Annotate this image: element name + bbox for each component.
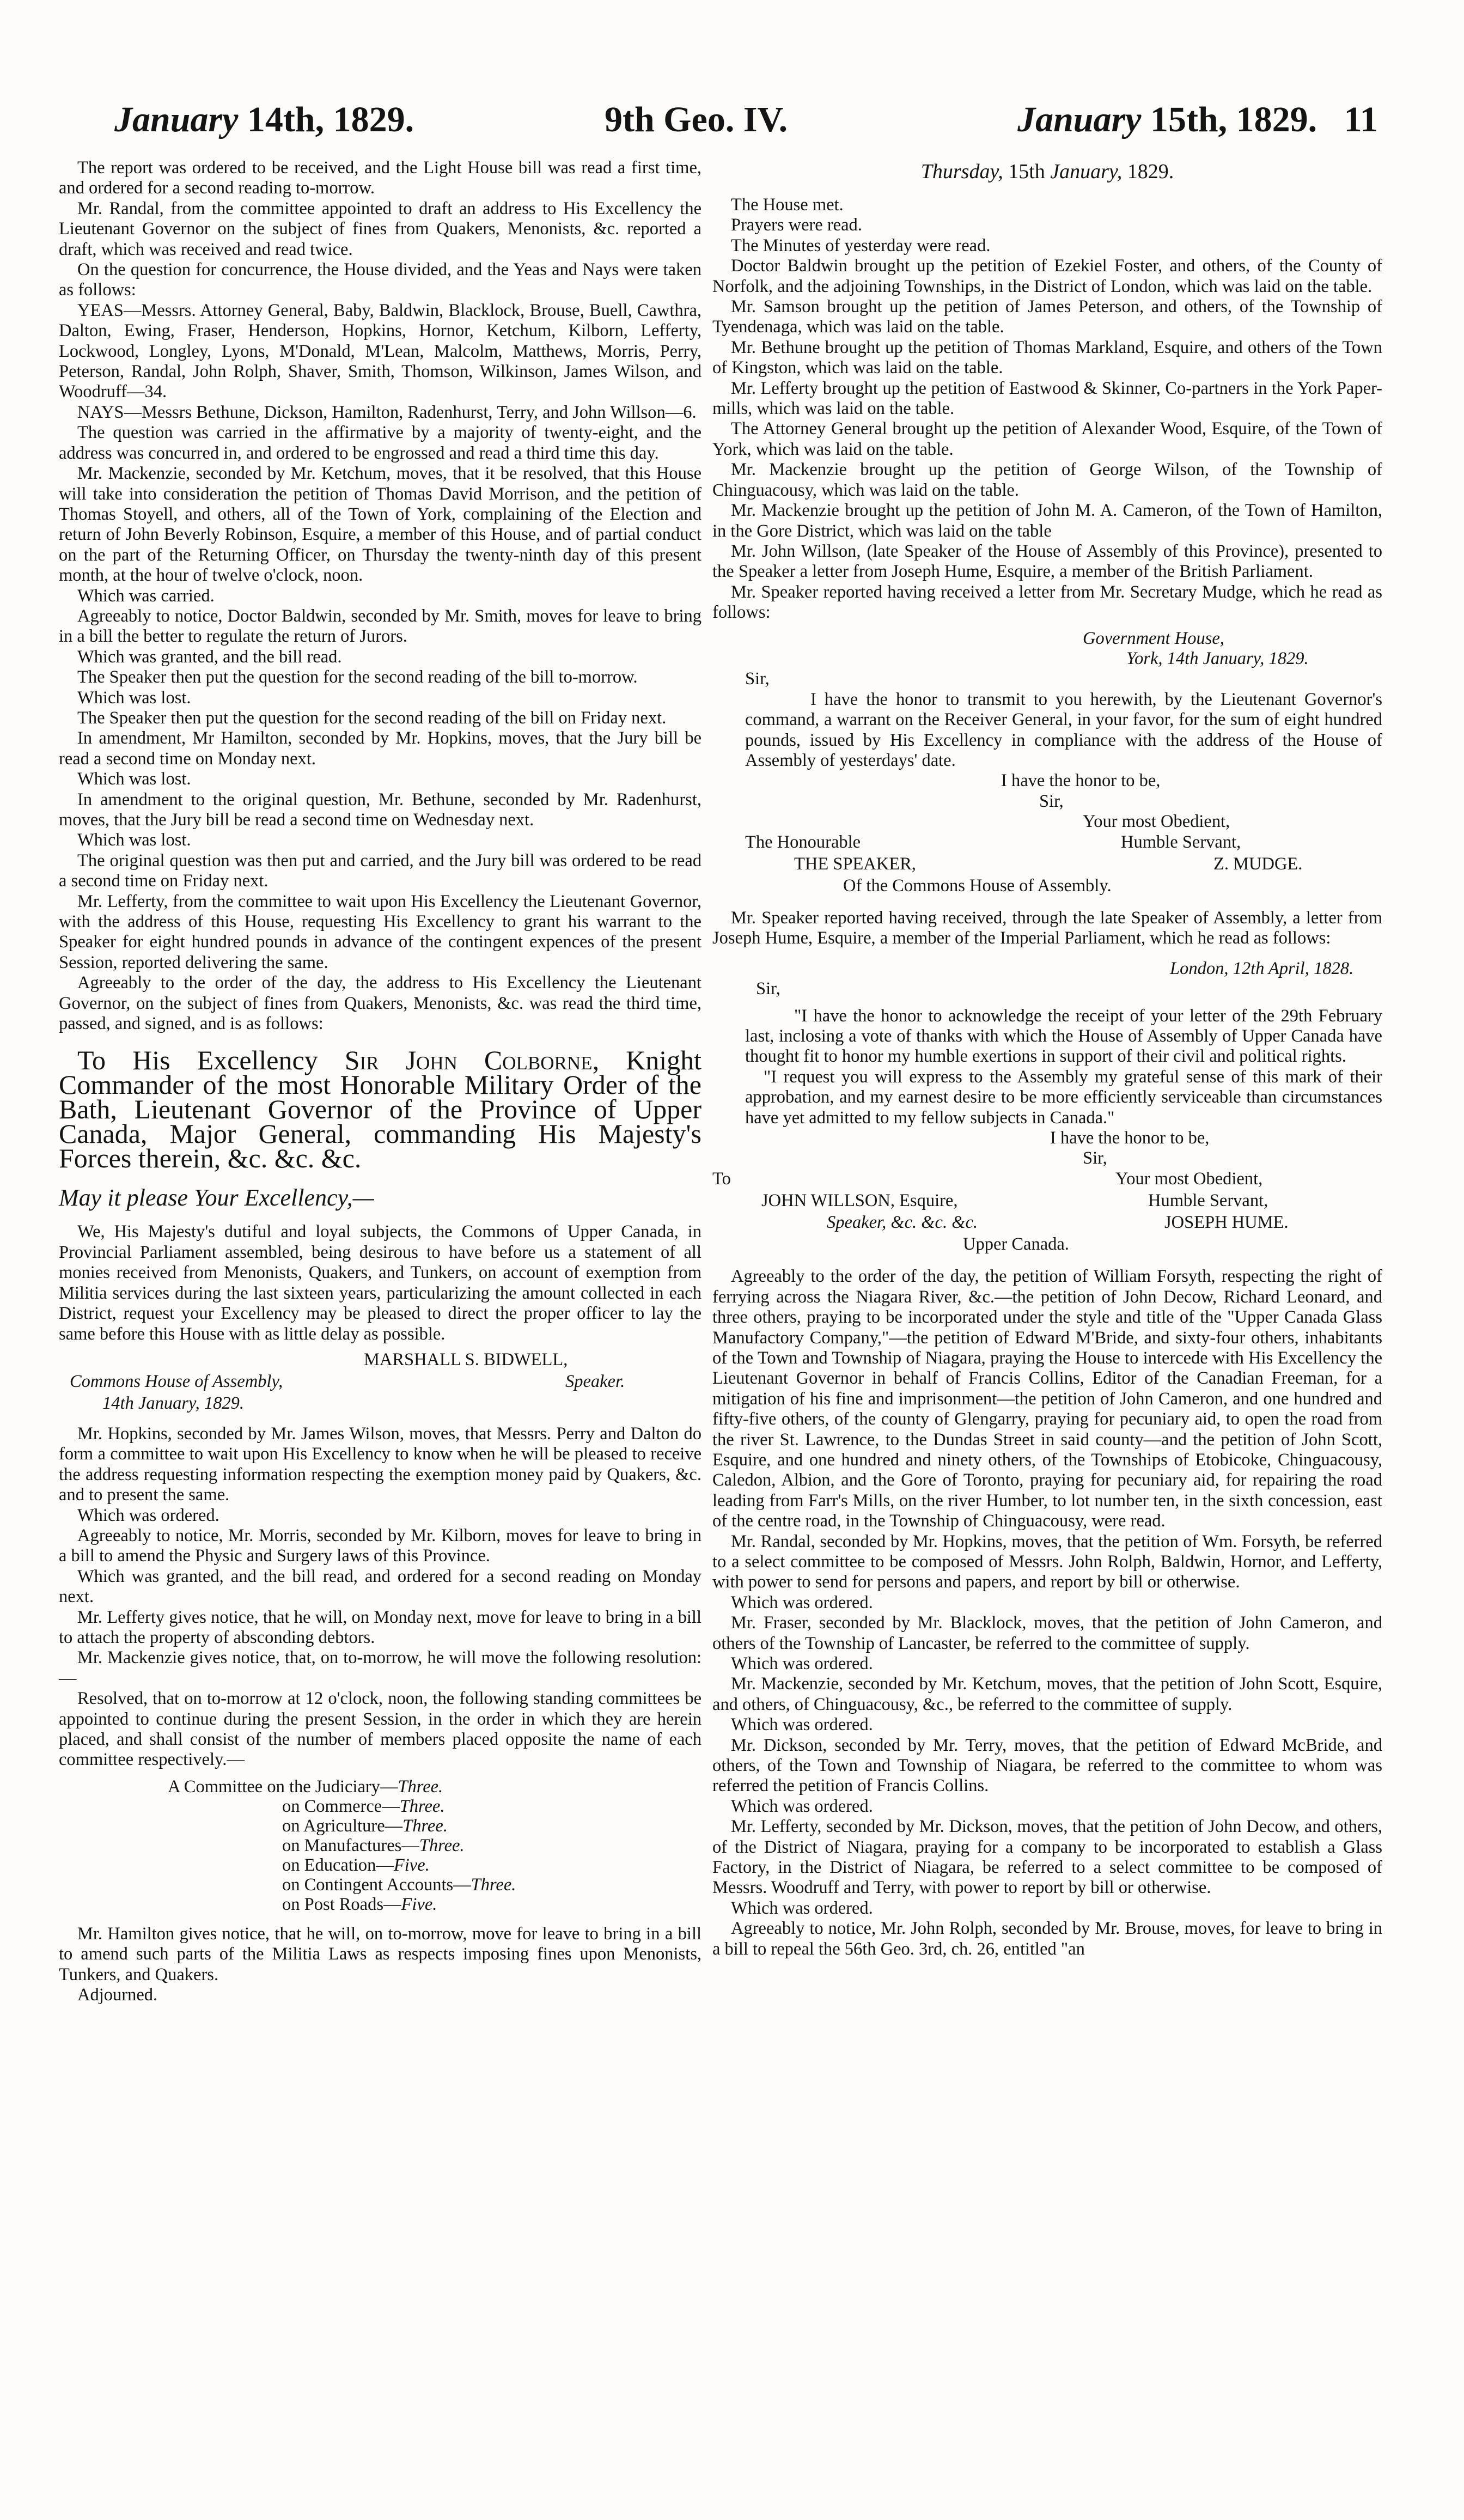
paragraph: Which was ordered. (731, 1898, 873, 1918)
paragraph: Which was granted, and the bill read, and ordered for a second reading on Monday next. (59, 1566, 701, 1607)
paragraph: Mr. Randal, from the committee appointed to draft an address to His Excellency the Lieutenant Governor on the subject of fines from Quakers, Menonists, &c. reported a draft, which was received and read twice. (59, 198, 701, 259)
committee-count: Five. (401, 1894, 437, 1914)
running-header (114, 98, 1378, 147)
letter-sig-row-2 (745, 854, 1382, 876)
letter-addressee: JOHN WILLSON, Esquire, (761, 1190, 958, 1210)
paragraph: Mr. Lefferty, seconded by Mr. Dickson, moves, that the petition of John Decow, and others, of the District of Niagara, praying for a company to be incorporated to establish a Glass Factory, in the District of Niagara, be referred to a select committee to be composed of Messrs. Woodruff and Terry, with power to report by bill or otherwise. (712, 1817, 1382, 1898)
header-left-date (114, 98, 414, 142)
signer-name: MARSHALL S. BIDWELL, (364, 1349, 568, 1369)
paragraph: Prayers were read. (731, 215, 862, 235)
paragraph: Agreeably to notice, Doctor Baldwin, seconded by Mr. Smith, moves for leave to bring in a bill the better to regulate the return of Jurors. (59, 606, 701, 647)
address-name: Sir John Colborne (344, 1045, 593, 1076)
letter-place: Government House, (1083, 628, 1224, 648)
header-right-rest: 15th, 1829. (1150, 100, 1317, 139)
paragraph: Which was lost. (77, 769, 191, 789)
paragraph: Which was ordered. (731, 1592, 873, 1612)
signature-row (59, 1350, 701, 1372)
paragraph: The House met. (731, 195, 844, 215)
paragraph: Mr. Hamilton gives notice, that he will, on to-morrow, move for leave to bring in a bill to amend such parts of the Militia Laws as respects imposing fines upon Menonists, Tunkers, and Quakers. (59, 1924, 701, 1985)
committee-name: on Manufactures— (282, 1835, 419, 1855)
day-number: 15th (1008, 160, 1045, 183)
header-right-date (1017, 98, 1378, 142)
header-right-month: January (1017, 100, 1142, 139)
paragraph: On the question for concurrence, the House divided, and the Yeas and Nays were taken as follows: (59, 260, 701, 300)
committee-item (168, 1797, 701, 1816)
paragraph: Mr. Randal, seconded by Mr. Hopkins, moves, that the petition of Wm. Forsyth, be referred to a select committee to be composed of Messrs. John Rolph, Baldwin, Hornor, and Lefferty, with power to send for persons and papers, and report by bill or otherwise. (712, 1531, 1382, 1592)
paragraph: Agreeably to the order of the day, the petition of William Forsyth, respecting the right of ferrying across the Niagara River, &c.—the petition of John Decow, Richard Leonard, and three others, praying to be incorporated under the style and title of the "Upper Canada Glass Manufactory Company,"—the petition of Edward M'Bride, and sixty-four others, inhabitants of the Town and Township of Niagara, praying the House to intercede with His Excellency the Lieutenant Governor in behalf of Francis Collins, Editor of the Canadian Freeman, for a mitigation of his fine and imprisonment—the petition of John Cameron, and one hundred and fifty-five others, of the county of Glengarry, praying for pecuniary aid, to open the road from the river St. Lawrence, to the Dundas Street in said county—and the petition of John Scott, Esquire, and one hundred and ninety others, of the Townships of Etobicoke, Chinguacousy, Caledon, Albion, and the Gore of Toronto, praying for pecuniary aid, for repairing the road leading from Farr's Mills, on the river Humber, to lot number ten, in the sixth concession, east of the centre road, in the Township of Chinguacousy, were read. (712, 1267, 1382, 1531)
paragraph: Doctor Baldwin brought up the petition of Ezekiel Foster, and others, of the County of Norfolk, and the adjoining Townships, in the District of London, which was laid on the table. (712, 256, 1382, 296)
committee-count: Three. (471, 1874, 516, 1895)
paragraph: Which was carried. (77, 586, 215, 606)
committee-count: Three. (419, 1835, 465, 1855)
committee-item (168, 1816, 701, 1836)
letter-sig-row-2 (745, 1191, 1382, 1213)
committee-name: on Agriculture— (282, 1816, 403, 1836)
header-regnal-year: 9th Geo. IV. (605, 100, 788, 139)
committee-count: Five. (393, 1855, 430, 1875)
day-heading (712, 158, 1382, 185)
paragraph: Which was ordered. (731, 1796, 873, 1816)
paragraph: Which was lost. (77, 830, 191, 850)
paragraph: Mr. Lefferty, from the committee to wait upon His Excellency the Lieutenant Governor, with the address of this House, requesting His Excellency to grant his warrant to the Speaker for eight hundred pounds in advance of the contingent expences of the present Session, reported delivering the same. (59, 891, 701, 972)
header-left-rest: 14th, 1829. (247, 100, 414, 139)
committee-count: Three. (398, 1776, 443, 1797)
paragraph: Agreeably to notice, Mr. Morris, seconded by Mr. Kilborn, moves for leave to bring in a bill to amend the Physic and Surgery laws of this Province. (59, 1525, 701, 1566)
letter-closing-obedient: Your most Obedient, (1115, 1168, 1263, 1189)
paragraph: Mr. Samson brought up the petition of James Peterson, and others, of the Township of Tyendenaga, which was laid on the table. (712, 297, 1382, 337)
letter-body: I have the honor to transmit to you herewith, by the Lieutenant Governor's command, a warrant on the Receiver General, in your favor, for the sum of eight hundred pounds, issued by His Excellency in compliance with the address of the House of Assembly of yesterdays' date. (745, 689, 1382, 770)
letter-closing: I have the honor to be, (1050, 1128, 1210, 1148)
committee-item (168, 1875, 701, 1895)
letter-servant: Humble Servant, (1121, 832, 1241, 852)
address-pre: To His Excellency (77, 1045, 318, 1076)
letter-servant: Humble Servant, (1148, 1190, 1268, 1210)
letter-signer: Z. MUDGE. (1213, 854, 1303, 874)
letter-closing-sir: Sir, (1083, 1148, 1107, 1168)
committee-item (168, 1895, 701, 1914)
letter-place: Upper Canada. (963, 1234, 1069, 1254)
letter-sig-row (745, 832, 1382, 854)
address-body: We, His Majesty's dutiful and loyal subjects, the Commons of Upper Canada, in Provincial Parliament assembled, being desirous to have before us a statement of all monies received from Menonists, Quakers, and Tunkers, on account of exemption from Militia services during the last sixteen years, particularizing the amount collected in each District, request your Excellency may be pleased to direct the proper officer to lay the same before this House with as little delay as possible. (59, 1222, 701, 1344)
paragraph: Which was lost. (77, 687, 191, 708)
letter-date: York, 14th January, 1829. (1126, 648, 1309, 668)
paragraph: The Attorney General brought up the petition of Alexander Wood, Esquire, of the Town of York, which was laid on the table. (712, 419, 1382, 459)
committee-item (168, 1855, 701, 1875)
letter-sig-row-3 (745, 1213, 1382, 1234)
yeas-list: YEAS—Messrs. Attorney General, Baby, Baldwin, Blacklock, Brouse, Buell, Cawthra, Dalton, Ewing, Fraser, Henderson, Hopkins, Hornor, Ketchum, Kilborn, Lefferty, Lockwood, Longley, Lyons, M'Donald, M'Lean, Malcolm, Matthews, Morris, Perry, Peterson, Randal, John Rolph, Shaver, Smith, Thomson, Wilkinson, James Wilson, and Woodruff—34. (59, 300, 701, 402)
paragraph: The report was ordered to be received, and the Light House bill was read a first time, and ordered for a second reading to-morrow. (59, 158, 701, 198)
letter-addressee: THE SPEAKER, (794, 854, 916, 874)
page-number: 11 (1344, 100, 1378, 139)
letter-to: The Honourable (745, 832, 861, 852)
letter-sig-row (712, 1168, 1382, 1191)
paragraph: Resolved, that on to-morrow at 12 o'clock, noon, the following standing committees be appointed to continue during the present Session, in the order in which they are herein placed, and shall consist of the number of members placed opposite the name of each committee respectively.— (59, 1689, 701, 1770)
paragraph: Agreeably to the order of the day, the address to His Excellency the Lieutenant Governor, on the subject of fines from Quakers, Menonists, &c. was read the third time, passed, and signed, and is as follows: (59, 973, 701, 1034)
salutation: May it please Your Excellency,— (59, 1184, 374, 1212)
paragraph: Which was granted, and the bill read. (77, 647, 342, 667)
committee-name: on Post Roads— (282, 1894, 401, 1914)
paragraph: The original question was then put and carried, and the Jury bill was ordered to be read a second time on Friday next. (59, 850, 701, 891)
letter-body: "I request you will express to the Assembly my grateful sense of this mark of their approbation, and my earnest desire to be more efficiently serviceable than circumstances have yet admitted to my fellow subjects in Canada." (745, 1067, 1382, 1128)
paragraph: In amendment to the original question, Mr. Bethune, seconded by Mr. Radenhurst, moves, that the Jury bill be read a second time on Wednesday next. (59, 789, 701, 830)
signature-row-2 (59, 1372, 701, 1393)
paragraph: The Speaker then put the question for the second reading of the bill on Friday next. (77, 708, 667, 728)
letter-salutation: Sir, (745, 669, 770, 689)
address-heading (59, 1045, 701, 1174)
letter-closing-obedient: Your most Obedient, (1083, 812, 1230, 832)
paragraph: Which was ordered. (77, 1505, 219, 1525)
place-line: Commons House of Assembly, (70, 1371, 283, 1391)
nays-list: NAYS—Messrs Bethune, Dickson, Hamilton, Radenhurst, Terry, and John Willson—6. (77, 402, 697, 422)
letter-addressee-line: Of the Commons House of Assembly. (843, 875, 1112, 896)
paragraph: Mr. Speaker reported having received, through the late Speaker of Assembly, a letter from Joseph Hume, Esquire, a member of the Imperial Parliament, which he read as follows: (712, 908, 1382, 948)
paragraph: Mr. Lefferty gives notice, that he will, on Monday next, move for leave to bring in a bill to attach the property of absconding debtors. (59, 1607, 701, 1647)
left-column (59, 158, 701, 2005)
paragraph: Mr. Bethune brought up the petition of Thomas Markland, Esquire, and others of the Town of Kingston, which was laid on the table. (712, 337, 1382, 378)
paragraph: The Minutes of yesterday were read. (731, 235, 991, 255)
signer-title: Speaker. (565, 1371, 625, 1391)
day-name: Thursday, (920, 160, 1003, 183)
paragraph: Mr. Hopkins, seconded by Mr. James Wilson, moves, that Messrs. Perry and Dalton do form a committee to wait upon His Excellency to know when he will be pleased to receive the address requesting information respecting the exemption money paid by Quakers, &c. and to present the same. (59, 1423, 701, 1505)
letter-closing-sir: Sir, (1039, 791, 1064, 811)
paragraph: Mr. Mackenzie brought up the petition of John M. A. Cameron, of the Town of Hamilton, in the Gore District, which was laid on the table (712, 501, 1382, 541)
day-year: 1829. (1127, 160, 1174, 183)
letter-signer: JOSEPH HUME. (1164, 1212, 1289, 1232)
signature-row-3 (59, 1393, 701, 1415)
paragraph: The Speaker then put the question for the second reading of the bill to-morrow. (77, 667, 638, 687)
place-date: 14th January, 1829. (102, 1393, 244, 1413)
paragraph: Mr. Dickson, seconded by Mr. Terry, moves, that the petition of Edward McBride, and others, of the Town and Township of Niagara, be referred to the committee to whom was referred the petition of Francis Collins. (712, 1735, 1382, 1796)
paragraph: Mr. John Willson, (late Speaker of the House of Assembly of this Province), presented to the Speaker a letter from Joseph Hume, Esquire, a member of the British Parliament. (712, 541, 1382, 582)
committee-count: Three. (402, 1816, 448, 1836)
paragraph: Mr. Speaker reported having received a letter from Mr. Secretary Mudge, which he read as follows: (712, 582, 1382, 623)
address-post: , Knight Commander of the most Honorable Military Order of the Bath, Lieutenant Governor of the Province of Upper Canada, Major General, commanding His Majesty's Forces therein, &c. &c. &c. (59, 1045, 701, 1174)
paragraph: The question was carried in the affirmative by a majority of twenty-eight, and the address was concurred in, and ordered to be engrossed and read a third time this day. (59, 423, 701, 463)
letter-date: London, 12th April, 1828. (1170, 958, 1354, 978)
committee-count: Three. (399, 1796, 445, 1816)
paragraph: Which was ordered. (731, 1654, 873, 1673)
paragraph: Mr. Mackenzie gives notice, that, on to-morrow, he will move the following resolution:— (59, 1648, 701, 1688)
right-column (712, 158, 1382, 1959)
committee-name: A Committee on the Judiciary— (168, 1776, 398, 1797)
day-month: January, (1050, 160, 1123, 183)
paragraph: Mr. Lefferty brought up the petition of Eastwood & Skinner, Co-partners in the York Paper-mills, which was laid on the table. (712, 378, 1382, 419)
paragraph: Mr. Mackenzie, seconded by Mr. Ketchum, moves, that the petition of John Scott, Esquire, and others, of Chinguacousy, &c., be referred to the committee of supply. (712, 1674, 1382, 1714)
paragraph: Which was ordered. (731, 1715, 873, 1735)
mudge-letter (745, 629, 1382, 896)
letter-salutation: Sir, (756, 979, 780, 999)
committee-name: on Contingent Accounts— (282, 1874, 471, 1895)
paragraph: Mr. Fraser, seconded by Mr. Blacklock, moves, that the petition of John Cameron, and others of the Township of Lancaster, be referred to the committee of supply. (712, 1613, 1382, 1653)
letter-body: "I have the honor to acknowledge the receipt of your letter of the 29th February last, inclosing a vote of thanks with which the House of Assembly of Upper Canada have thought fit to honor my humble exertions in support of their civil and political rights. (745, 1006, 1382, 1067)
letter-addressee-title: Speaker, &c. &c. &c. (827, 1212, 978, 1232)
paragraph: Mr. Mackenzie, seconded by Mr. Ketchum, moves, that it be resolved, that this House will take into consideration the petition of Thomas David Morrison, and the petition of Thomas Stoyell, and others, all of the Town of York, complaining of the Election and return of John Beverly Robinson, Esquire, a member of this House, and of partial conduct on the part of the Returning Officer, on Thursday the twenty-ninth day of this present month, at the hour of twelve o'clock, noon. (59, 464, 701, 586)
paragraph: In amendment, Mr Hamilton, seconded by Mr. Hopkins, moves, that the Jury bill be read a second time on Monday next. (59, 728, 701, 769)
committee-list (168, 1777, 701, 1914)
letter-closing: I have the honor to be, (1001, 771, 1161, 791)
letter-to: To (712, 1168, 731, 1189)
header-left-month: January (114, 100, 239, 139)
paragraph: Mr. Mackenzie brought up the petition of George Wilson, of the Township of Chinguacousy, which was laid on the table. (712, 460, 1382, 500)
paragraph: Agreeably to notice, Mr. John Rolph, seconded by Mr. Brouse, moves, for leave to bring in a bill to repeal the 56th Geo. 3rd, ch. 26, entitled "an (712, 1919, 1382, 1959)
adjourned-line: Adjourned. (77, 1985, 158, 2005)
committee-name: on Commerce— (282, 1796, 400, 1816)
committee-name: on Education— (282, 1855, 394, 1875)
committee-item (168, 1777, 701, 1797)
hume-letter (712, 958, 1382, 1255)
committee-item (168, 1836, 701, 1855)
